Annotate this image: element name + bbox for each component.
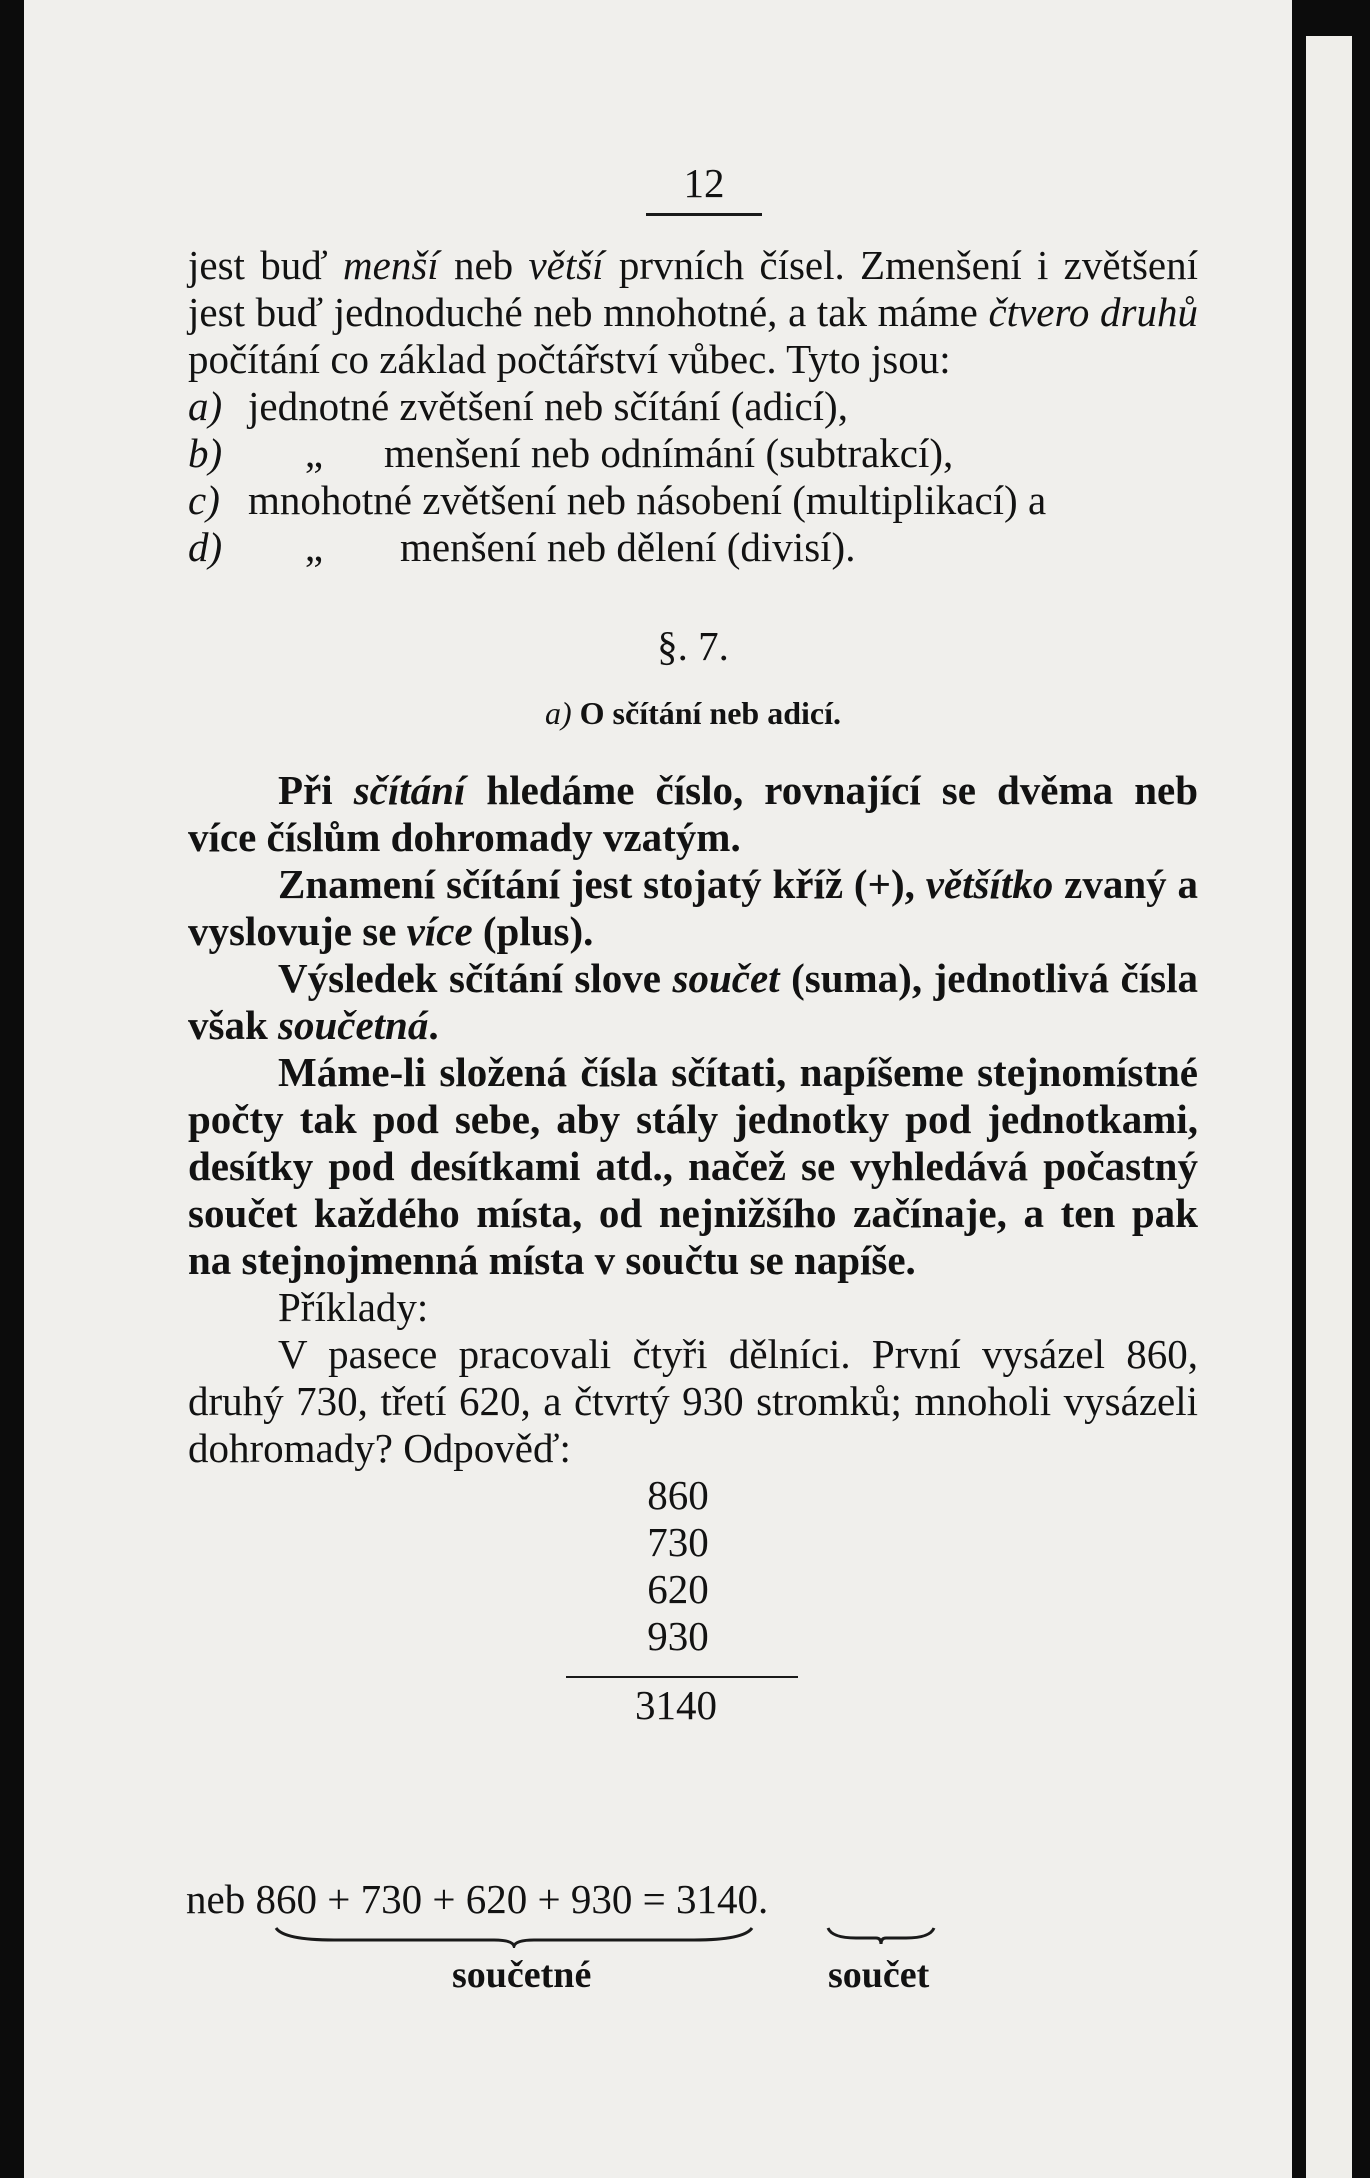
addend: 730: [647, 1519, 709, 1565]
term-mensi: menší: [343, 242, 439, 288]
sum-label: součet: [828, 1954, 930, 1996]
addends-label: součetné: [452, 1954, 592, 1996]
term-vetsi: větší: [528, 242, 604, 288]
subheading: a) O sčítání neb adicí.: [544, 695, 841, 731]
addends-brace: [274, 1926, 754, 1946]
equation: neb 860 + 730 + 620 + 930 = 3140.: [186, 1876, 769, 1922]
list-item: d) „ menšení neb dělení (divisí).: [188, 524, 856, 570]
sum-rule: [566, 1676, 798, 1678]
adjacent-page-edge: [1306, 36, 1352, 2178]
intro-paragraph: jest buď menší neb větší prvních čísel. Zmenšení i zvětšení jest buď jednoduché neb mnohotné, a tak máme čtvero druhů počítání co základ počtářství vůbec. Tyto jsou:: [188, 242, 1199, 382]
column-sum: [188, 1472, 1198, 1728]
term-ctvero: čtvero druhů: [988, 289, 1199, 335]
section-heading: §. 7.: [657, 623, 729, 669]
paragraph: Výsledek sčítání slove součet (suma), jednotlivá čísla však součetná.: [188, 955, 1198, 1048]
page-text: [188, 150, 1199, 1728]
list-item: c) mnohotné zvětšení neb násobení (multiplikací) a: [188, 477, 1047, 523]
page-number: 12: [646, 160, 762, 216]
operations-list: [188, 383, 1198, 571]
total: 3140: [635, 1682, 717, 1728]
addend: 620: [647, 1566, 709, 1612]
addend: 930: [647, 1613, 709, 1659]
addend: 860: [647, 1472, 709, 1518]
paragraph: Při sčítání hledáme číslo, rovnající se dvěma neb více číslům dohromady vzatým.: [188, 767, 1198, 860]
paragraph: Znamení sčítání jest stojatý kříž (+), většítko zvaný a vyslovuje se více (plus).: [188, 861, 1198, 954]
list-item: a) jednotné zvětšení neb sčítání (adicí),: [188, 383, 848, 429]
bold-body: [188, 767, 1198, 1284]
paragraph: Máme-li složená čísla sčítati, napíšeme stejnomístné počty tak pod sebe, aby stály jednotky pod jednotkami, desítky pod desítkami atd., načež se vyhledává počastný součet každého místa, od nejnižšího začínaje, a ten pak na stejnojmenná místa v součtu se napíše.: [188, 1049, 1198, 1283]
sum-brace: [826, 1926, 936, 1946]
examples-label: Příklady:: [278, 1284, 429, 1330]
example-paragraph: V pasece pracovali čtyři dělníci. První vysázel 860, druhý 730, třetí 620, a čtvrtý 930 stromků; mnoholi vysázeli dohromady? Odpověď:: [188, 1331, 1198, 1471]
list-item: b) „ menšení neb odnímání (subtrakcí),: [188, 430, 954, 476]
